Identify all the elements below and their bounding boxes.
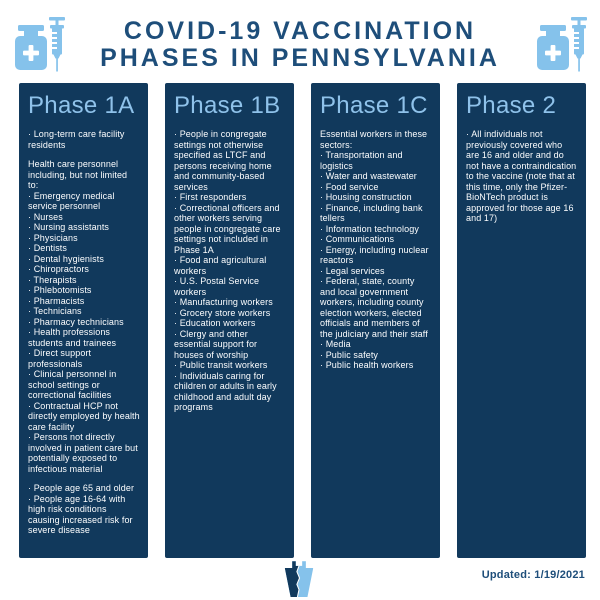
list-item: · Health professions students and trainees xyxy=(28,327,117,348)
list-item: · Education workers xyxy=(174,318,256,328)
phase-title: Phase 1B xyxy=(174,92,281,119)
list-item: · Persons not directly involved in patient care but potentially exposed to infectious material xyxy=(28,432,138,474)
list-item: · Pharmacists xyxy=(28,295,85,306)
list-item: · Nurses xyxy=(28,211,63,222)
list-item: · Contractual HCP not directly employed by health care facility xyxy=(28,400,140,432)
list-item: Essential workers in these sectors: xyxy=(320,129,428,150)
list-item: · Public health workers xyxy=(320,360,414,370)
list-item: · First responders xyxy=(174,192,247,202)
list-item: · Nursing assistants xyxy=(28,222,110,232)
page-title xyxy=(65,18,535,73)
list-item: · Manufacturing workers xyxy=(174,297,273,307)
vaccine-vial-and-syringe-icon xyxy=(535,16,587,74)
list-item: · Dental hygienists xyxy=(28,253,104,264)
list-item: · Federal, state, county and local government workers, including county election workers, elected officials and members of the judiciary and their staff xyxy=(320,276,428,339)
list-item: · People age 16-64 with high risk conditions causing increased risk for severe disease xyxy=(28,493,133,535)
list-item: Health care personnel including, but not limited to: xyxy=(28,159,128,190)
list-item: · Communications xyxy=(320,234,395,244)
list-item: · Direct support professionals xyxy=(28,348,92,369)
list-item: · All individuals not previously covered who are 16 and older and do not have a contraindication to the vaccine (note that at this time, only the Pfizer-BioNTech product is approved for those age 16 and 17) xyxy=(466,129,577,223)
list-group xyxy=(28,159,140,474)
list-item: · Transportation and logistics xyxy=(320,150,403,171)
list-item: · Food and agricultural workers xyxy=(174,255,267,276)
title-line-2: PHASES IN PENNSYLVANIA xyxy=(100,44,500,72)
list-group xyxy=(320,129,432,371)
phase-columns xyxy=(19,83,586,558)
vaccine-vial-and-syringe-icon xyxy=(13,16,65,74)
list-item: · Legal services xyxy=(320,265,385,276)
list-item: · Dentists xyxy=(28,243,68,253)
phase-title: Phase 1A xyxy=(28,92,135,119)
list-item: · Clergy and other essential support for houses of worship xyxy=(174,328,258,360)
phase-column xyxy=(19,83,148,558)
list-item: · Correctional officers and other workers serving people in congregate care settings not included in Phase 1A xyxy=(174,202,281,255)
phase-title: Phase 1C xyxy=(320,92,428,119)
list-item: · Information technology xyxy=(320,223,419,234)
list-item: · Physicians xyxy=(28,232,78,243)
list-item: · Individuals caring for children or adults in early childhood and adult day programs xyxy=(174,370,277,412)
list-item: · Public safety xyxy=(320,349,379,360)
phase-body xyxy=(28,129,140,536)
pennsylvania-keystone-logo xyxy=(283,559,315,597)
list-item: · Pharmacy technicians xyxy=(28,316,124,327)
list-item: · U.S. Postal Service workers xyxy=(174,276,260,297)
phase-column xyxy=(311,83,440,558)
list-item: · Public transit workers xyxy=(174,360,268,370)
list-item: · Clinical personnel in school settings or correctional facilities xyxy=(28,369,117,400)
phase-body xyxy=(174,129,286,413)
list-item: · Energy, including nuclear reactors xyxy=(320,244,429,265)
list-item: · Housing construction xyxy=(320,192,412,202)
phase-column xyxy=(165,83,294,558)
list-item: · Finance, including bank tellers xyxy=(320,202,423,223)
list-item: · Grocery store workers xyxy=(174,307,271,318)
list-item: · Long-term care facility residents xyxy=(28,129,125,150)
list-item: · Chiropractors xyxy=(28,264,90,274)
phase-body xyxy=(466,129,578,224)
phase-title: Phase 2 xyxy=(466,92,557,119)
list-group xyxy=(28,129,140,150)
list-item: · Emergency medical service personnel xyxy=(28,190,115,211)
list-item: · People in congregate settings not otherwise specified as LTCF and persons receiving home and community-based services xyxy=(174,129,272,192)
list-item: · Therapists xyxy=(28,274,77,285)
list-item: · Water and wastewater xyxy=(320,171,417,181)
header xyxy=(0,0,600,84)
phase-column xyxy=(457,83,586,558)
list-item: · Technicians xyxy=(28,306,82,316)
list-item: · Phlebotomists xyxy=(28,285,92,295)
updated-date: Updated: 1/19/2021 xyxy=(481,569,585,581)
list-group xyxy=(28,483,140,536)
list-item: · People age 65 and older xyxy=(28,483,135,493)
list-item: · Food service xyxy=(320,181,379,192)
title-line-1: COVID-19 VACCINATION xyxy=(123,16,477,45)
phase-body xyxy=(320,129,432,371)
list-group xyxy=(466,129,578,224)
list-item: · Media xyxy=(320,339,351,349)
list-group xyxy=(174,129,286,413)
